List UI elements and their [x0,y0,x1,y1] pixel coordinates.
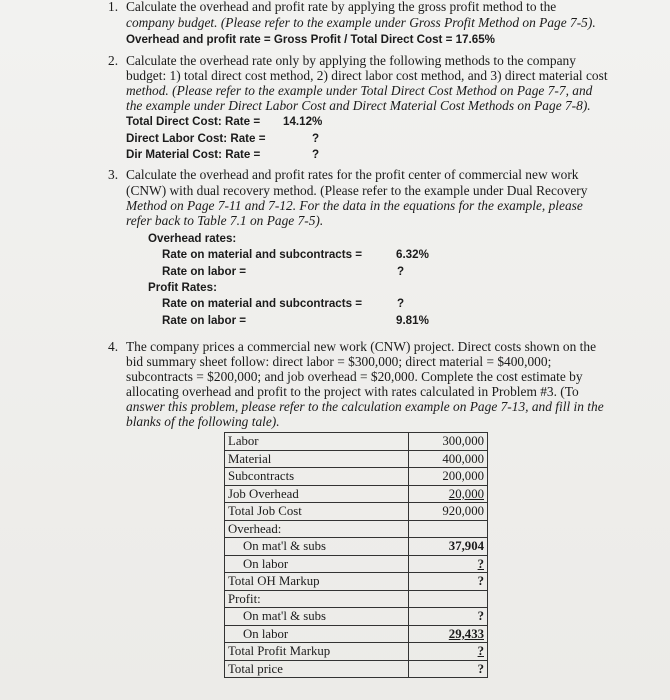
q3-overhead-value-material: 6.32% [396,248,429,261]
table-row [225,625,488,643]
table-row [225,520,488,538]
table-cell-label: Subcontracts [225,468,409,486]
table-cell-value: ? [409,660,488,678]
q2-line-4: the example under Direct Labor Cost and Direct Material Cost Methods on Page 7-8). [126,98,591,113]
table-cell-value: 300,000 [409,433,488,451]
q4-line-6: blanks of the following tale). [126,414,280,429]
table-cell-label: Total Profit Markup [225,643,409,661]
q2-row-value-total-direct: 14.12% [283,115,323,128]
q3-profit-value-material: ? [397,297,405,310]
table-row [225,643,488,661]
table-cell-label: Material [225,450,409,468]
table-cell-value: 400,000 [409,450,488,468]
table-row [225,590,488,608]
q3-line-4: refer back to Table 7.1 on Page 7-5). [126,213,324,228]
q3-overhead-label-material: Rate on material and subcontracts = [162,248,363,261]
table-cell-value: ? [409,573,488,591]
table-cell-label: On mat'l & subs [225,538,409,556]
table-cell-label: On labor [225,625,409,643]
q2-row-label-total-direct: Total Direct Cost: Rate = [126,115,261,128]
q2-row-label-dir-material: Dir Material Cost: Rate = [126,148,261,161]
q3-profit-label-labor: Rate on labor = [162,314,247,327]
table-cell-value: 920,000 [409,503,488,521]
table-row [225,608,488,626]
table-row [225,538,488,556]
table-row [225,485,488,503]
q3-profit-value-labor: 9.81% [396,314,429,327]
table-cell-label: Job Overhead [225,485,409,503]
table-cell-value: 20,000 [409,485,488,503]
q4-line-1: The company prices a commercial new work (CNW) project. Direct costs shown on the [126,339,597,354]
q3-line-2: (CNW) with dual recovery method. (Please refer to the example under Dual Recovery [126,183,588,198]
table-row [225,555,488,573]
table-cell-label: On mat'l & subs [225,608,409,626]
q2-number: 2. [108,53,119,68]
q4-line-3: subcontracts = $200,000; and job overhead = $20,000. Complete the cost estimate by [126,369,583,384]
q3-overhead-label-labor: Rate on labor = [162,265,247,278]
table-cell-value: ? [409,643,488,661]
table-cell-value [409,590,488,608]
table-row [225,450,488,468]
table-cell-label: Total OH Markup [225,573,409,591]
q4-line-2: bid summary sheet follow: direct labor = $300,000; direct material = $400,000; [126,354,552,369]
table-cell-label: Labor [225,433,409,451]
q1-number: 1. [108,0,119,14]
table-cell-label: Total Job Cost [225,503,409,521]
q2-line-3: method. (Please refer to the example under Total Direct Cost Method on Page 7-7, and [126,83,593,98]
cost-estimate-table [224,432,488,678]
q4-number: 4. [108,339,119,354]
q3-profit-label-material: Rate on material and subcontracts = [162,297,363,310]
q4-line-5: answer this problem, please refer to the calculation example on Page 7-13, and fill in the [126,399,604,414]
table-cell-label: On labor [225,555,409,573]
table-row [225,433,488,451]
table-cell-value [409,520,488,538]
table-cell-label: Overhead: [225,520,409,538]
table-cell-value: 37,904 [409,538,488,556]
q4-line-4: allocating overhead and profit to the project with rates calculated in Problem #3. (To [126,384,579,399]
q3-overhead-heading: Overhead rates: [148,232,237,245]
table-cell-label: Total price [225,660,409,678]
q3-number: 3. [108,167,119,182]
table-cell-value: ? [409,555,488,573]
q1-line-2: company budget. (Please refer to the example under Gross Profit Method on Page 7-5). [126,15,596,30]
q1-line-1: Calculate the overhead and profit rate by applying the gross profit method to the [126,0,557,14]
table-cell-value: 29,433 [409,625,488,643]
table-cell-value: 200,000 [409,468,488,486]
q1-result: Overhead and profit rate = Gross Profit / Total Direct Cost = 17.65% [126,33,495,46]
table-row [225,468,488,486]
q2-row-value-dir-material: ? [312,148,320,161]
q2-line-1: Calculate the overhead rate only by applying the following methods to the company [126,53,576,68]
q2-row-value-direct-labor: ? [312,132,320,145]
table-row [225,660,488,678]
q2-line-2: budget: 1) total direct cost method, 2) direct labor cost method, and 3) direct material cost [126,68,608,83]
table-cell-value: ? [409,608,488,626]
q2-row-label-direct-labor: Direct Labor Cost: Rate = [126,132,266,145]
table-row [225,503,488,521]
q3-line-3: Method on Page 7-11 and 7-12. For the data in the equations for the example, please [126,198,583,213]
table-cell-label: Profit: [225,590,409,608]
q3-line-1: Calculate the overhead and profit rates for the profit center of commercial new work [126,167,579,182]
table-row [225,573,488,591]
q3-profit-heading: Profit Rates: [148,281,217,294]
q3-overhead-value-labor: ? [397,265,405,278]
